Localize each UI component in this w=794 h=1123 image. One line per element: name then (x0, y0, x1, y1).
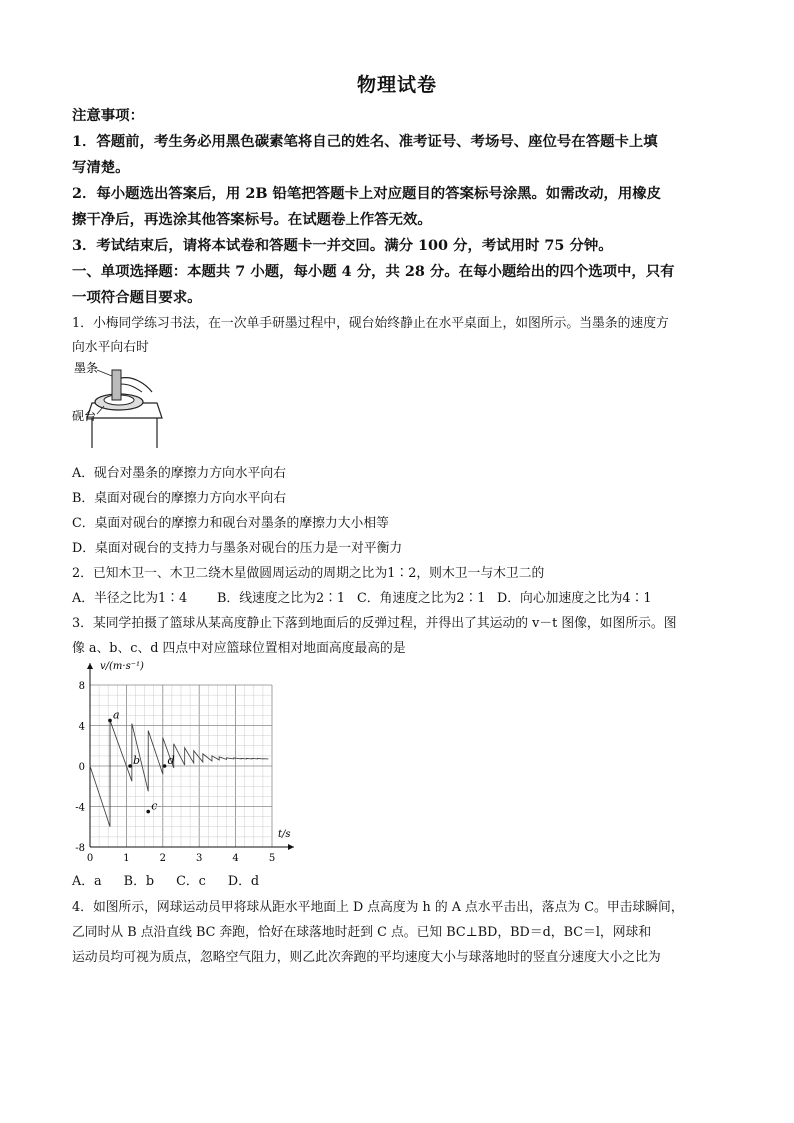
chart-xlabel: t/s (278, 829, 291, 840)
notice-item: 写清楚。 (72, 159, 130, 176)
x-tick-label: 5 (268, 853, 276, 864)
chart-series (90, 720, 268, 826)
y-tick-label: -4 (75, 802, 85, 814)
x-axis-arrow (288, 844, 294, 850)
point-a (108, 719, 112, 723)
q4-line: 4．如图所示，网球运动员甲将球从距水平地面上 D 点高度为 h 的 A 点水平击出，落点为 C。甲击球瞬间， (72, 900, 684, 915)
point-b (128, 764, 132, 768)
q1-option-c: C．桌面对砚台的摩擦力和砚台对墨条的摩擦力大小相等 (72, 516, 389, 531)
inkstone-figure (72, 358, 167, 450)
q3-option-c: C．c (176, 874, 206, 889)
q1-option-a: A．砚台对墨条的摩擦力方向水平向右 (72, 466, 286, 481)
q4-line: 运动员均可视为质点，忽略空气阻力，则乙此次奔跑的平均速度大小与球落地时的竖直分速度大小之比为 (72, 950, 661, 965)
y-axis-arrow (87, 663, 93, 669)
notice-item: 1．答题前，考生务必用黑色碳素笔将自己的姓名、准考证号、考场号、座位号在答题卡上填 (72, 133, 658, 150)
q1-option-b: B．桌面对砚台的摩擦力方向水平向右 (72, 491, 287, 506)
q2-option-c: C．角速度之比为2∶1 (357, 591, 486, 606)
inkstone-label: 砚台 (72, 409, 97, 423)
inkstick-shape (112, 370, 121, 400)
q1-option-d: D．桌面对砚台的支持力与墨条对砚台的压力是一对平衡力 (72, 541, 403, 556)
q3-stem-cont: 像 a、b、c、d 四点中对应篮球位置相对地面高度最高的是 (72, 641, 406, 656)
q3-option-b: B．b (123, 874, 155, 889)
notice-item: 2．每小题选出答案后，用 2B 铅笔把答题卡上对应题目的答案标号涂黑。如需改动，用橡皮 (72, 185, 662, 202)
point-label-a: a (113, 708, 120, 722)
x-tick-label: 1 (123, 853, 130, 864)
x-tick-label: 0 (86, 853, 94, 864)
section-heading: 一、单项选择题：本题共 7 小题，每小题 4 分，共 28 分。在每小题给出的四个选项中，只有 (72, 263, 675, 280)
q2-option-b: B．线速度之比为2∶1 (217, 591, 346, 606)
q2-option-a: A．半径之比为1∶4 (72, 591, 188, 606)
q1-stem-cont: 向水平向右时 (72, 340, 149, 355)
page-title: 物理试卷 (356, 74, 437, 96)
q1-stem: 1．小梅同学练习书法，在一次单手研墨过程中，砚台始终静止在水平桌面上，如图所示。当墨条的速度方 (72, 316, 669, 331)
x-tick-label: 2 (159, 853, 166, 864)
q2-options (72, 587, 732, 606)
inkstick-label: 墨条 (74, 361, 99, 375)
vt-chart (66, 655, 306, 865)
notice-item: 擦干净后，再选涂其他答案标号。在试题卷上作答无效。 (72, 211, 432, 228)
section-heading-cont: 一项符合题目要求。 (72, 289, 202, 306)
x-tick-label: 4 (232, 853, 239, 864)
notice-heading: 注意事项： (72, 107, 144, 124)
q2-option-d: D．向心加速度之比为4∶1 (497, 591, 652, 606)
x-tick-label: 3 (196, 853, 203, 864)
y-tick-label: 8 (78, 681, 85, 692)
q3-option-a: A．a (72, 874, 102, 889)
chart-ticks (75, 681, 275, 864)
q3-options (72, 870, 281, 889)
chart-ylabel: v/(m·s⁻¹) (100, 661, 144, 672)
y-tick-label: 0 (78, 762, 85, 773)
chart-points (108, 708, 174, 813)
point-label-b: b (133, 754, 141, 767)
notice-item: 3．考试结束后，请将本试卷和答题卡一并交回。满分 100 分，考试用时 75 分钟。 (72, 237, 613, 254)
point-d (163, 764, 167, 768)
y-tick-label: -8 (75, 843, 85, 854)
point-label-d: d (167, 754, 175, 767)
q3-option-d: D．d (227, 874, 260, 889)
y-tick-label: 4 (78, 721, 85, 733)
point-label-c: c (151, 799, 158, 813)
q2-stem: 2．已知木卫一、木卫二绕木星做圆周运动的周期之比为1∶2，则木卫一与木卫二的 (72, 566, 545, 581)
velocity-line (90, 720, 268, 826)
q3-stem: 3．某同学拍摄了篮球从某高度静止下落到地面后的反弹过程，并得出了其运动的 v－t 图像，如图所示。图 (72, 616, 677, 631)
point-c (146, 810, 150, 814)
q4-line: 乙同时从 B 点沿直线 BC 奔跑，恰好在球落地时赶到 C 点。已知 BC⊥BD，BD＝d，BC＝l，网球和 (72, 925, 652, 940)
